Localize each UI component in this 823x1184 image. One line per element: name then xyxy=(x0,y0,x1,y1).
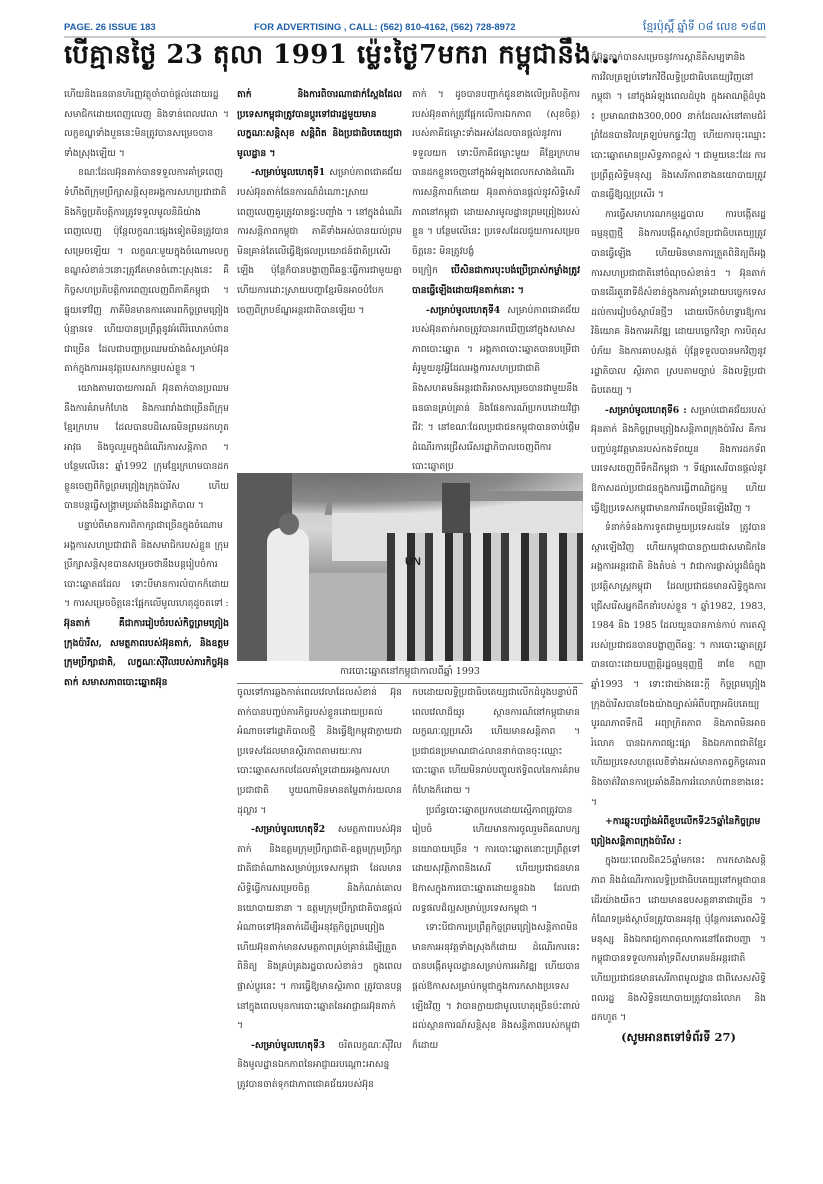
article-paragraph: ខណៈដែលអ៊ុនតាក់បានទទួលការគាំទ្រពេញទំហឹងពីក្រុមប្រឹក្សាសន្ដិសុខអង្គការសហប្រជាជាតិ និងកិច្ចប្រតិបត្តិការត្រូវទទួលមូលនិធិយ៉ាងពេញលេញ ប៉ុន្ដែលក្ខណៈផ្សេងទៀតមិនត្រូវបានសម្រេចឡើយ ។ លក្ខណៈមួយក្នុងចំណោមលក្ខខណ្ឌសំខាន់ៗនោះត្រូវតែមានចំពោះស្រុងនេះ គឺកិច្ចសហប្រតិបត្តិការពេញលេញពីភាគីកម្ពុជា ។ ផ្ទុយទៅវិញ ភាគីមិនមានការគោរពកិច្ចព្រមព្រៀងប៉ុន្មានទេ ហើយបានប្រព្រឹត្តនូវអំពើរំលោភបំពានជាច្រើន ដែលជាបញ្ហាប្រឈមយ៉ាងធំសម្រាប់អ៊ុនតាក់ក្នុងការអនុវត្តបេសកកម្មរបស់ខ្លួន ។ xyxy=(64,167,229,375)
section-subheading: -សម្រាប់មូលហេតុទី1 xyxy=(251,167,326,179)
article-paragraph: -សម្រាប់មូលហេតុទី2 សមត្ថភាពរបស់អ៊ុនតាក់ និងឧត្ដមក្រុមប្រឹក្សាជាតិ-ឧត្ដមក្រុមប្រឹក្សាជាតិជាតំណាងសម្រាប់ប្រទេសកម្ពុជា ដែលមានសិទ្ធិធ្វើការសម្រេចចិត្ត និងកំណត់គោលនយោបាយនានា ។ ឧត្ដមក្រុមប្រឹក្សាជាតិបានផ្ដល់អំណាចទៅអ៊ុនតាក់ដើម្បីអនុវត្តកិច្ចព្រមព្រៀង ហើយអ៊ុនតាក់មានសមត្ថភាពគ្រប់គ្រាន់ដើម្បីត្រួតពិនិត្យ និងគ្រប់គ្រងរដ្ឋបាលសំខាន់ៗ ក្នុងពេលផ្លាស់ប្ដូរនេះ ។ ការធ្វើឱ្យមានស្ថិរភាព ត្រូវបានបន្ដនៅក្នុងពេលមុនការបោះឆ្នោតនៃអាជ្ញាធរអ៊ុនតាក់ ។ xyxy=(237,824,402,1032)
article-paragraph: ចូលទៅការឆ្លងកាត់ពេលវេលាដែលសំខាន់ អ៊ុនតាក់បានបញ្ចប់ភារកិច្ចរបស់ខ្លួនដោយប្រគល់អំណាចទៅរដ្ឋាភិបាលថ្មី និងធ្វើឱ្យកម្ពុជាក្លាយជាប្រទេសដែលមានស្ថិរភាពតាមរយៈការបោះឆ្នោតសកលដែលគាំទ្រដោយអង្គការសហប្រជាជាតិ បូយណាមិនមានតម្លៃពាក់រយលានដុល្លារ ។ xyxy=(237,687,402,816)
photo-un-officer xyxy=(267,528,309,661)
article-paragraph: ទំនាក់ទំនងការទូតជាមួយប្រទេសដទៃ ត្រូវបានស្ដារឡើងវិញ ហើយកម្ពុជាបានក្លាយជាសមាជិកនៃអង្គការអន្ដរជាតិ និងតំបន់ ។ វាជាការផ្លាស់ប្ដូរដ៏ធំក្នុងប្រវត្តិសាស្ត្រកម្ពុជា ដែលប្រជាជនមានសិទ្ធិក្នុងការជ្រើសរើសអ្នកដឹកនាំរបស់ខ្លួន ។ ឆ្នាំ1982, 1983, 1984 និង 1985 ដែលយួនបានកាន់កាប់ ការតស៊ូរបស់ប្រជាជនបានបង្ហាញពីឆន្ទៈ ។ ការបោះឆ្នោតត្រូវបានបោះដោយបញ្ញត្តិរដ្ឋធម្មនុញ្ញថ្មី នាខែ កញ្ញា ឆ្នាំ1993 ។ ទោះជាយ៉ាងនេះក្ដី កិច្ចព្រមព្រៀងក្រុងប៉ារីសបានចែងយ៉ាងច្បាស់អំពីបញ្ហាអធិបតេយ្យ បូរណភាពទឹកដី អព្យាក្រិតភាព និងភាពមិនអាចរំលោភ បានឯកភាពផ្សះផ្សា និងឯកភាពជាតិខ្មែរ ហើយប្រទេសហត្ថលេខីទាំងអស់មានកាតព្វកិច្ចគោរព និងចាត់វិធានការប្រឆាំងនឹងការរំលោភបំពានខាងនេះ ។ xyxy=(591,522,766,808)
photo-officer-head xyxy=(279,513,299,535)
article-paragraph: បន្ទាប់ពីមានការពិភាក្សាជាច្រើនក្នុងចំណោមអង្គការសហប្រជាជាតិ និងសមាជិករបស់ខ្លួន ក្រុមប្រឹក្សាសន្ដិសុខបានសម្រេចថានឹងបន្ដរៀបចំការបោះឆ្នោតដដែល ទោះបីមានការលំបាកក៏ដោយ ។ ការសម្រេចចិត្តនេះផ្អែកលើមូលហេតុដូចតទៅ : xyxy=(64,520,229,610)
advertising-contact: FOR ADVERTISING , CALL: (562) 810-4162, (562) 728-8972 xyxy=(254,22,516,33)
article-paragraph: ហើយនិងធនធានហិរញ្ញវត្ថុចាំបាច់ផ្ដល់ដោយរដ្ឋសមាជិកដោយពេញលេញ និងទាន់ពេលវេលា ។ លក្ខខណ្ឌទាំងបួននេះមិនត្រូវបានសម្រេចបានទាំងស្រុងឡើយ ។ xyxy=(64,89,229,159)
article-paragraph: អ៊ុនតាក់ គឺជាការរៀបចំរបស់កិច្ចព្រមព្រៀងក្រុងប៉ារីស, សមត្ថភាពរបស់អ៊ុនតាក់, និងឧត្ដមក្រុមប្រឹក្សាជាតិ, លក្ខណៈស៊ីវិលរបស់ភារកិច្ចអ៊ុនតាក់ សមាសភាពបោះឆ្នោតអ៊ុន xyxy=(64,618,229,688)
article-paragraph: ក៏អ៊ុនតាក់បានសម្រេចនូវការស្ពានីតិសម្បទានិងការវិលត្រឡប់ទៅរកវិថីលទ្ធិប្រជាធិបតេយ្យវិញនៅកម្ពុជា ។ នៅក្នុងអំឡុងពេលដំបូង ក្នុងអាណត្តិដំបូង ៖ ប្រមាណជាង300,000 នាក់ដែលរស់នៅតាមជំរំព្រំដែនបានវិលត្រឡប់មកផ្ទះវិញ ហើយការចុះឈ្មោះបោះឆ្នោតមានប្រសិទ្ធភាពខ្ពស់ ។ ជាមួយនេះដែរ ការប្រព្រឹត្តសិទ្ធិមនុស្ស និងសេរីភាពខាងនយោបាយត្រូវបានធ្វើឱ្យល្អប្រសើរ ។ xyxy=(591,52,766,201)
article-column-2-bottom xyxy=(237,683,402,1155)
article-paragraph: ចក្រៀក បើសិនជាការបុះបង់ប្រើប្រាស់កម្លាំងត្រូវបានធ្វើឡើងដោយអ៊ុនតាក់នោះ ។ xyxy=(412,265,580,296)
section-subheading: -សម្រាប់មូលហេតុទី6 : xyxy=(605,404,687,416)
page-header xyxy=(64,20,766,38)
article-paragraph: -សម្រាប់មូលហេតុទី6 : សម្រាប់ជោគជ័យរបស់អ៊ុនតាក់ និងកិច្ចព្រមព្រៀងសន្ដិភាពក្រុងប៉ារីស គឺការបញ្ចប់នូវវត្តមានរបស់កងទ័ពយួន និងការដកទ័ពបរទេសចេញពីទឹកដីកម្ពុជា ។ ទីផ្សារសេរីបានផ្ដល់នូវឱកាសដល់ប្រជាជនក្នុងការធ្វើពាណិជ្ជកម្ម ហើយធ្វើឱ្យប្រទេសកម្ពុជាមានការរីកចម្រើនឡើងវិញ ។ xyxy=(591,404,766,514)
article-paragraph: -សម្រាប់មូលហេតុទី3 ចរិតលក្ខណៈស៊ីវិល និងមូលដ្ឋានឯកភាពនៃអាជ្ញាធរបណ្ដោះអាសន្ន ត្រូវបានចាត់ទុកជាភាពជោគជ័យរបស់អ៊ុន xyxy=(237,1039,402,1090)
emphasized-text: បើសិនជាការបុះបង់ប្រើប្រាស់កម្លាំងត្រូវបានធ្វើឡើងដោយអ៊ុនតាក់នោះ ។ xyxy=(412,265,580,296)
article-paragraph: តាក់ ។ ដូចបានបញ្ជាក់ជូនខាងលើប្រតិបត្តិការរបស់អ៊ុនតាក់ត្រូវផ្អែកលើការឯកភាព (សុខចិត្ត) របស់ភាគីជម្លោះទាំងអស់ដែលបានផ្ដល់នូវការទទួលយក ទោះបីភាគីជម្លោះមួយ គឺខ្មែរក្រហមបានដកខ្លួនចេញនៅក្នុងអំឡុងពេលកសាងដំណើរការសន្ដិភាពក៏ដោយ អ៊ុនតាក់បានផ្ដល់នូវសិទ្ធិសេរីភាពនៅកម្ពុជា ដោយសារមូលដ្ឋានព្រមព្រៀងរបស់ខ្លួន ។ បន្ថែមលើនេះ ប្រទេសដែលជួយការសម្រេចចិត្តនេះ មិនត្រូវបង្ខំ xyxy=(412,89,580,257)
article-paragraph: ប្រព័ន្ធបោះឆ្នោតប្រកបដោយស្មើភាពត្រូវបានរៀបចំ ហើយមានការចូលរួមពីគណបក្សនយោបាយច្រើន ។ ការបោះឆ្នោតនោះប្រព្រឹត្តទៅដោយសុវត្ថិភាពនិងសេរី ហើយប្រជាជនមានឱកាសក្នុងការបោះឆ្នោតដោយខ្លួនឯង ដែលជាលទ្ធផលដ៏ល្អសម្រាប់ប្រទេសកម្ពុជា ។ xyxy=(412,804,580,914)
article-column-2-top xyxy=(237,85,402,473)
article-paragraph xyxy=(591,812,766,851)
article-paragraph: -សម្រាប់មូលហេតុទី4 សម្រាប់ភាពជោគជ័យរបស់អ៊ុនតាក់អាចត្រូវបានរកឃើញនៅក្នុងសមាសភាពបោះឆ្នោត ។ អង្គភាពបោះឆ្នោតបានបម្រើជាគំរូមួយនូវអ្វីដែលអង្គការសហប្រជាជាតិ និងសហគមន៍អន្ដរជាតិអាចសម្រេចបានជាមួយនឹងធនធានគ្រប់គ្រាន់ និងផែនការណ៍ប្រកបដោយវិជ្ជាជីវៈ ។ នៅខណៈដែលប្រជាជនកម្ពុជាបានចាប់ផ្ដើមដំណើរការជ្រើសរើសរដ្ឋាភិបាលចេញពីការបោះឆ្នោតប្រ xyxy=(412,304,580,473)
photo-voters-line xyxy=(387,533,583,661)
masthead-label: ខ្មែរប៉ុស្ដិ៍ ឆ្នាំទី ០៨ លេខ ១៨៣ xyxy=(642,21,766,33)
section-subheading: -សម្រាប់មូលហេតុទី3 xyxy=(251,1039,326,1051)
article-headline: បើគ្មានថ្ងៃ 23 តុលា 1991 ម្ល៉េះថ្ងៃ7មករា កម្ពុជានឹង... xyxy=(64,40,621,70)
section-subheading: +ការឆ្លុះបញ្ចាំងអំពីខួបលើកទី25ឆ្នាំនៃកិច្ចព្រមព្រៀងសន្ដិភាពក្រុងប៉ារីស : xyxy=(591,816,761,847)
article-paragraph: ការធ្វើសមាហរណកម្មរដ្ឋបាល ការបង្កើតរដ្ឋធម្មនុញ្ញថ្មី និងការបង្កើតស្ថាប័នប្រជាធិបតេយ្យត្រូវបានធ្វើឡើង ហើយមិនមានការត្រួតពិនិត្យពីអង្គការសហប្រជាជាតិនៅចំណុចសំខាន់ៗ ។ អ៊ុនតាក់បានដើរតួនាទីដ៏សំខាន់ក្នុងការគាំទ្រដោយបច្ចេកទេសដល់ការរៀបចំស្ថាប័នថ្មីៗ ដោយបើកចំហទ្វារឱ្យការវិនិយោគ និងការអភិវឌ្ឍ ដោយបច្ចេកវិទ្យា ការបិតុសបំភ័យ និងការគាបសង្កត់ ប៉ុន្ដែទទួលបានមកវិញនូវរដ្ឋាភិបាល ស្ថិរភាព ស្របតាមច្បាប់ និងលទ្ធិប្រជាធិបតេយ្យ ។ xyxy=(591,208,766,397)
article-column-3-bottom xyxy=(412,683,580,1155)
article-paragraph: តាក់ និងការពិចារណាជាក់ស្ដែងដែលប្រទេសកម្ពុជាត្រូវបានប្ដូរទៅជារដ្ឋមួយមានលក្ខណៈសន្ដិសុខ សន្ដិពិត និងប្រជាធិបតេយ្យជាមូលដ្ឋាន ។ xyxy=(237,89,402,159)
article-paragraph: កបដោយលទ្ធិប្រជាធិបតេយ្យជាលើកដំបូងបន្ទាប់ពីពេលវេលាដ៏យូរ ស្ថានការណ៍នៅកម្ពុជាមានលក្ខណៈល្អប្រសើរ ហើយមានសន្ដិភាព ។ ប្រជាជនប្រមាណជា៤លាននាក់បានចុះឈ្មោះបោះឆ្នោត ហើយមិនរាប់បញ្ចូលឥទ្ធិពលនៃការគំរាមកំហែងក៏ដោយ ។ xyxy=(412,687,580,796)
article-column-4 xyxy=(591,48,766,1148)
article-photo xyxy=(237,473,583,661)
article-column-3-top xyxy=(412,85,580,473)
article-column-1 xyxy=(64,85,229,1155)
article-paragraph: យោងតាមរបាយការណ៍ អ៊ុនតាក់បានប្រឈមនឹងការគំរាមកំហែង និងការរារាំងជាច្រើនពីក្រុមខ្មែរក្រហម ដែលបានបដិសេធមិនព្រមដកហូតអាវុធ និងចូលរួមក្នុងដំណើរការសន្ដិភាព ។ បន្ថែមលើនេះ ឆ្នាំ1992 ក្រុមខ្មែរក្រហមបានដកខ្លួនចេញពីកិច្ចព្រមព្រៀងក្រុងប៉ារីស ហើយបានបន្ដធ្វើសង្គ្រាមប្រឆាំងនឹងរដ្ឋាភិបាល ។ xyxy=(64,382,229,512)
article-paragraph: -សម្រាប់មូលហេតុទី1 សម្រាប់ភាពជោគជ័យរបស់អ៊ុនតាក់ផែនការណ៍ដំណោះស្រាយពេញលេញគួរត្រូវបានផ្ទះបញ្ជាំង ។ នៅក្នុងដំណើរការសន្ដិភាពកម្ពុជា ភាគីទាំងអស់បានយល់ព្រមមិនគ្រាន់តែលើធ្វើឱ្យផលប្រយោជន៍ជាតិប្រសើរឡើង ប៉ុន្ដែក៏បានបង្ហាញពីឆន្ទៈធ្វើការជាមួយគ្នា ហើយការដោះស្រាយបញ្ហាខ្មែរមិនអាចបំបែកចេញពីក្របខ័ណ្ឌអន្ដរជាតិបានឡើយ ។ xyxy=(237,167,402,316)
article-paragraph: ទោះបីជាការប្រព្រឹត្តកិច្ចព្រមព្រៀងសន្ដិភាពមិនមានការអនុវត្តទាំងស្រុងក៏ដោយ ដំណើរការនេះបានបង្កើតមូលដ្ឋានសម្រាប់ការអភិវឌ្ឍ ហើយបានផ្ដល់ឱកាសសម្រាប់កម្ពុជាក្នុងការកសាងប្រទេសឡើងវិញ ។ វាបានក្លាយជាមូលហេតុច្រើនប៉ះពាល់ដល់ស្ថានការណ៍សន្ដិសុខ និងសន្ដិភាពរបស់កម្ពុជាក៏ដោយ xyxy=(412,922,580,1051)
continued-on-page-note: (សូមអានតទៅទំព័រទី 27) xyxy=(621,1029,736,1044)
photo-un-mark: UN xyxy=(405,556,421,568)
article-paragraph: ក្នុងរយៈពេលជិត25ឆ្នាំមកនេះ ការកសាងសន្ដិភាព និងដំណើរការលទ្ធិប្រជាធិបតេយ្យនៅកម្ពុជាបានដើរយ៉ាងយឺតៗ ដោយមានឧបសគ្គនានាជាច្រើន ។ កំណែទម្រង់ស្ថាប័នត្រូវបានអនុវត្ត ប៉ុន្ដែការគោរពសិទ្ធិមនុស្ស និងឯករាជ្យភាពតុលាការនៅតែជាបញ្ហា ។ កម្ពុជាបានទទួលការគាំទ្រពីសហគមន៍អន្ដរជាតិ ហើយប្រជាជនមានសេរីភាពមូលដ្ឋាន ជាពិសេសសិទ្ធិពលរដ្ឋ និងសិទ្ធិនយោបាយត្រូវបានរំលោភ និងដកហូត ។ xyxy=(591,855,766,1024)
photo-caption: ការបោះឆ្នោតនៅកម្ពុជាកាលពីឆ្នាំ 1993 xyxy=(237,665,583,684)
page-issue-label: PAGE. 26 ISSUE 183 xyxy=(64,22,156,33)
section-subheading: -សម្រាប់មូលហេតុទី4 xyxy=(426,304,501,316)
section-subheading: -សម្រាប់មូលហេតុទី2 xyxy=(251,824,326,836)
